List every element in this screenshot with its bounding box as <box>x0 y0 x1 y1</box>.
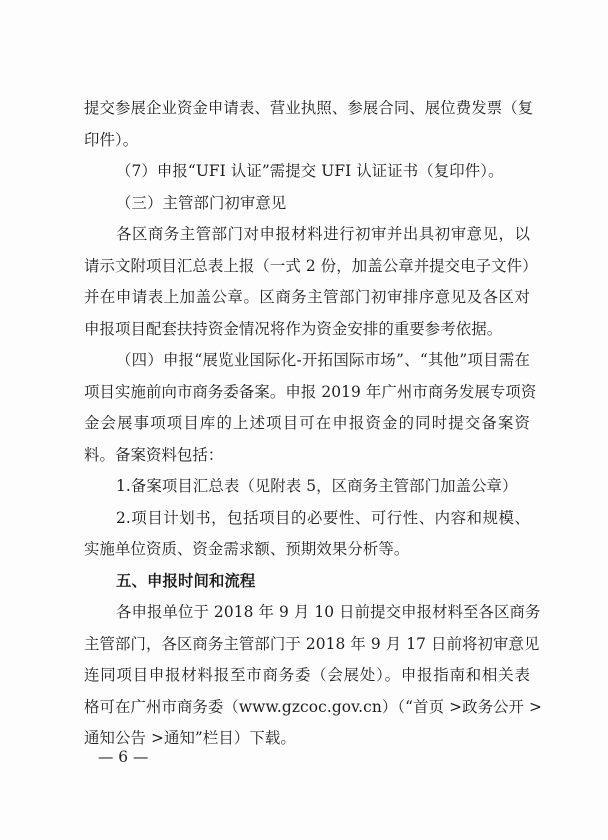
list-item: 1.备案项目汇总表（见附表 5，区商务主管部门加盖公章） <box>116 477 518 495</box>
paragraph-line: （四）申报“展览业国际化-开拓国际市场”、“其他”项目需在 <box>116 351 530 369</box>
page-number: — 6 — <box>98 748 149 766</box>
paragraph-line: 各申报单位于 2018 年 9 月 10 日前提交申报材料至各区商务 <box>116 603 541 621</box>
document-body <box>84 93 543 755</box>
paragraph-line: （7）申报“UFI 认证”需提交 UFI 认证证书（复印件）。 <box>116 162 504 180</box>
paragraph-line: 通知公告 >通知”栏目）下载。 <box>84 729 296 747</box>
paragraph-line: 项目实施前向市商务委备案。申报 2019 年广州市商务发展专项资 <box>84 382 537 401</box>
paragraph-line: 并在申请表上加盖公章。区商务主管部门初审排序意见及各区对 <box>84 288 530 306</box>
paragraph-line: 实施单位资质、资金需求额、预期效果分析等。 <box>84 540 410 558</box>
paragraph-line: 金会展事项项目库的上述项目可在申报资金的同时提交备案资 <box>84 414 530 432</box>
list-item: 2.项目计划书，包括项目的必要性、可行性、内容和规模、 <box>116 508 530 527</box>
paragraph-line: 申报项目配套扶持资金情况将作为资金安排的重要参考依据。 <box>84 319 503 338</box>
paragraph-line: 印件）。 <box>84 130 139 149</box>
paragraph-line: 主管部门，各区商务主管部门于 2018 年 9 月 17 日前将初审意见 <box>84 634 540 653</box>
paragraph-line: 料。备案资料包括： <box>84 445 224 464</box>
paragraph-line: 提交参展企业资金申请表、营业执照、参展合同、展位费发票（复 <box>84 99 534 117</box>
paragraph-line: 请示文附项目汇总表上报（一式 2 份，加盖公章并提交电子文件） <box>84 256 538 275</box>
paragraph-line: 格可在广州市商务委（www.gzcoc.gov.cn）（“首页 >政务公开 > <box>84 697 543 716</box>
paragraph-line: 各区商务主管部门对申报材料进行初审并出具初审意见，以 <box>116 225 530 243</box>
paragraph-line: 连同项目申报材料报至市商务委（会展处）。申报指南和相关表 <box>84 666 530 684</box>
section-subheading: （三）主管部门初审意见 <box>116 193 287 212</box>
section-heading: 五、申报时间和流程 <box>116 571 256 590</box>
